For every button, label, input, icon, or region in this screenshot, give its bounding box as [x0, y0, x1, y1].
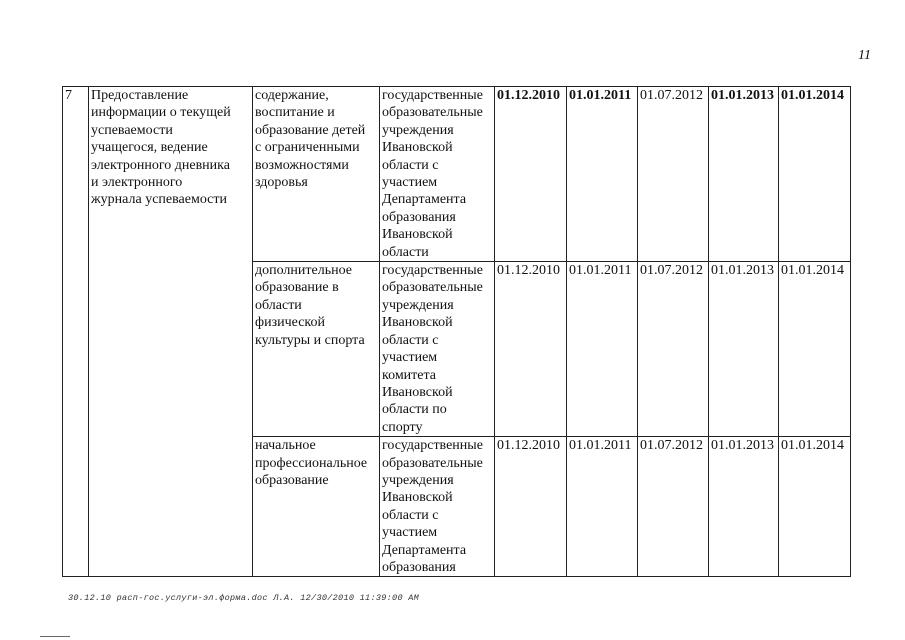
organization: государственные образовательные учреждения Ивановской области с участием Департамента образования [380, 437, 495, 577]
document-footer: 30.12.10 расп-гос.услуги-эл.форма.doc Л.А. 12/30/2010 11:39:00 AM [68, 593, 420, 603]
organization: государственные образовательные учреждения Ивановской области с участием Департамента образования Ивановской области [380, 87, 495, 262]
date-cell: 01.07.2012 [638, 87, 709, 262]
table-row [63, 87, 851, 262]
date-cell: 01.01.2014 [779, 262, 851, 437]
education-type: содержание, воспитание и образование детей с ограниченными возможностями здоровья [253, 87, 380, 262]
date-cell: 01.01.2011 [567, 437, 638, 577]
row-number: 7 [63, 87, 89, 577]
date-cell: 01.01.2011 [567, 87, 638, 262]
date-cell: 01.12.2010 [495, 437, 567, 577]
date-cell: 01.01.2014 [779, 87, 851, 262]
scan-mark [40, 636, 70, 637]
date-cell: 01.07.2012 [638, 262, 709, 437]
organization: государственные образовательные учреждения Ивановской области с участием комитета Ивановской области по спорту [380, 262, 495, 437]
date-cell: 01.01.2013 [709, 437, 779, 577]
service-name: Предоставление информации о текущей успеваемости учащегося, ведение электронного дневника и электронного журнала успеваемости [89, 87, 253, 577]
date-cell: 01.12.2010 [495, 87, 567, 262]
education-type: начальное профессиональное образование [253, 437, 380, 577]
date-cell: 01.01.2011 [567, 262, 638, 437]
page-number: 11 [858, 48, 871, 63]
date-cell: 01.12.2010 [495, 262, 567, 437]
date-cell: 01.01.2013 [709, 262, 779, 437]
date-cell: 01.07.2012 [638, 437, 709, 577]
education-type: дополнительное образование в области физической культуры и спорта [253, 262, 380, 437]
services-table [62, 86, 851, 577]
date-cell: 01.01.2014 [779, 437, 851, 577]
date-cell: 01.01.2013 [709, 87, 779, 262]
